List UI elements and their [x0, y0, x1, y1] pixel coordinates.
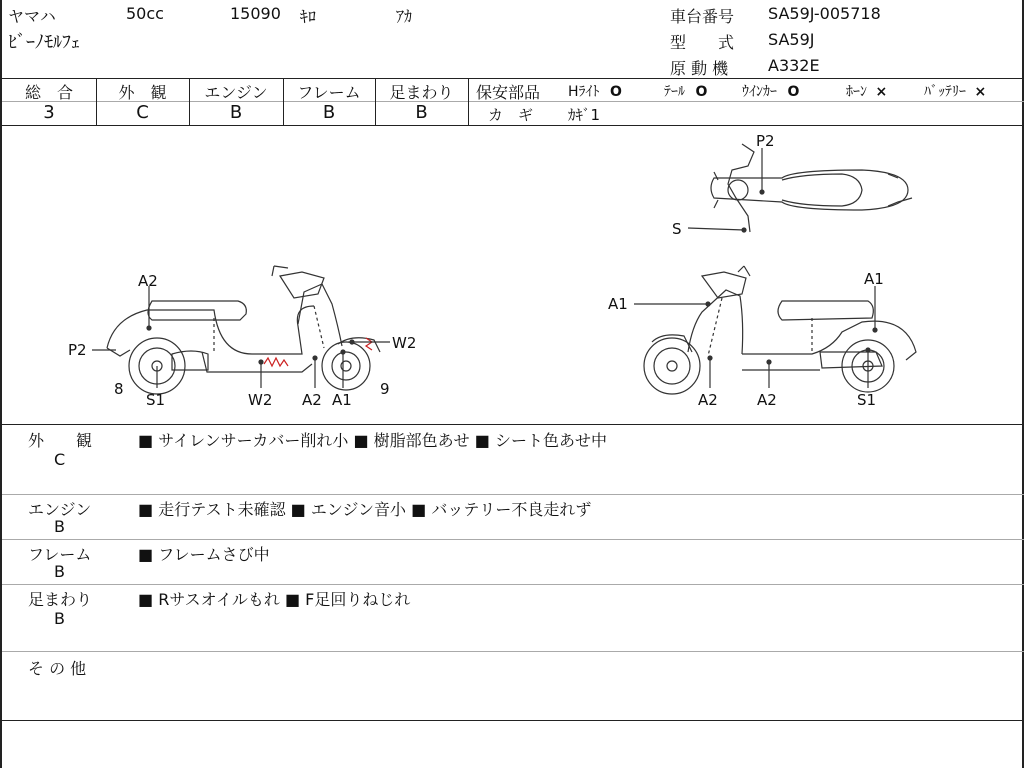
note-text: ■ Rサスオイルもれ ■ F足回りねじれ	[138, 590, 411, 609]
damage-diagram	[2, 126, 1022, 424]
divider	[2, 424, 1024, 425]
divider	[468, 101, 1024, 102]
left-label-9: 9	[380, 380, 390, 398]
note-grade: C	[54, 450, 66, 469]
right-label-a2-2: A2	[757, 391, 777, 409]
mileage-unit: ｷﾛ	[300, 7, 317, 26]
key-label: カ ギ	[488, 106, 534, 124]
handlebar-cover	[280, 272, 324, 298]
color: ｱｶ	[396, 7, 413, 26]
scooter-left-side	[92, 266, 390, 394]
safety-winker: ｳｲﾝｶｰ O	[742, 84, 800, 100]
front-wheel	[322, 342, 370, 390]
note-row-suspension	[2, 585, 1022, 651]
left-label-s1: S1	[146, 391, 166, 409]
right-label-a1-left: A1	[608, 295, 628, 313]
safety-battery: ﾊﾞｯﾃﾘｰ ×	[924, 84, 987, 100]
front-wheel	[644, 338, 700, 394]
note-text: ■ 走行テスト未確認 ■ エンジン音小 ■ バッテリー不良走れず	[138, 500, 592, 519]
note-grade: B	[54, 517, 65, 536]
body-outline	[742, 321, 916, 360]
leg-shield	[688, 290, 743, 354]
grade-value-exterior: C	[136, 102, 149, 123]
note-text: ■ フレームさび中	[138, 545, 270, 564]
leg-shield	[298, 284, 342, 346]
safety-parts-label: 保安部品	[476, 83, 541, 102]
grade-value-suspension: B	[415, 102, 428, 123]
grade-label-overall: 総 合	[24, 83, 73, 102]
safety-horn: ﾎｰﾝ ×	[846, 84, 888, 100]
note-row-engine	[2, 495, 1022, 539]
left-label-8: 8	[114, 380, 124, 398]
note-row-other	[2, 652, 1022, 720]
divider	[2, 720, 1024, 721]
left-label-p2: P2	[68, 341, 87, 359]
floor-outline	[202, 352, 312, 372]
note-label: 外 観	[28, 431, 93, 450]
model-name: ﾋﾞｰﾉﾓﾙﾌｪ	[8, 32, 80, 53]
grade-label-frame: フレーム	[297, 83, 361, 102]
top-label-s: S	[672, 220, 682, 238]
damage-scratch-mark	[264, 358, 288, 366]
top-label-p2: P2	[756, 132, 775, 150]
safety-taillight: ﾃｰﾙ O	[664, 84, 708, 100]
grade-label-engine: エンジン	[204, 83, 268, 102]
grade-value-overall: 3	[43, 102, 55, 123]
mileage: 15090	[230, 4, 281, 23]
note-label: フレーム	[28, 545, 92, 564]
note-label: エンジン	[28, 500, 92, 519]
displacement: 50cc	[126, 4, 164, 23]
note-grade: B	[54, 562, 65, 581]
left-label-a1-bottom: A1	[332, 391, 352, 409]
handlebar-cover	[702, 272, 746, 298]
right-label-s1: S1	[857, 391, 877, 409]
note-grade: B	[54, 609, 65, 628]
mirror	[738, 266, 750, 276]
scooter-top-view	[688, 144, 912, 232]
right-label-a1-right: A1	[864, 270, 884, 288]
top-handlebar	[728, 144, 754, 232]
grade-value-engine: B	[229, 102, 243, 123]
type-value: SA59J	[768, 30, 815, 49]
key-value: ｶｷﾞ1	[568, 106, 601, 124]
left-label-w2-bottom: W2	[248, 391, 273, 409]
frame-no-value: SA59J-005718	[768, 4, 881, 23]
type-label: 型 式	[670, 33, 735, 52]
left-label-w2-right: W2	[392, 334, 417, 352]
seat	[778, 301, 873, 320]
body-outline	[107, 306, 314, 354]
divider	[468, 78, 469, 125]
note-row-exterior	[2, 426, 1022, 494]
maker: ヤマハ	[8, 7, 56, 26]
frame-no-label: 車台番号	[670, 7, 735, 26]
note-label: そ の 他	[28, 659, 87, 678]
note-row-frame	[2, 540, 1022, 584]
divider	[2, 78, 1024, 79]
grade-label-suspension: 足まわり	[389, 83, 454, 102]
engine-model-value: A332E	[768, 56, 820, 75]
grade-value-frame: B	[322, 102, 336, 123]
safety-headlight: Hﾗｲﾄ O	[568, 84, 622, 100]
note-text: ■ サイレンサーカバー削れ小 ■ 樹脂部色あせ ■ シート色あせ中	[138, 431, 607, 450]
note-label: 足まわり	[28, 590, 93, 609]
grade-label-exterior: 外 観	[118, 83, 167, 102]
left-label-a2-top: A2	[138, 272, 158, 290]
left-label-a2-bottom: A2	[302, 391, 322, 409]
engine-model-label: 原 動 機	[670, 59, 729, 78]
right-label-a2-1: A2	[698, 391, 718, 409]
